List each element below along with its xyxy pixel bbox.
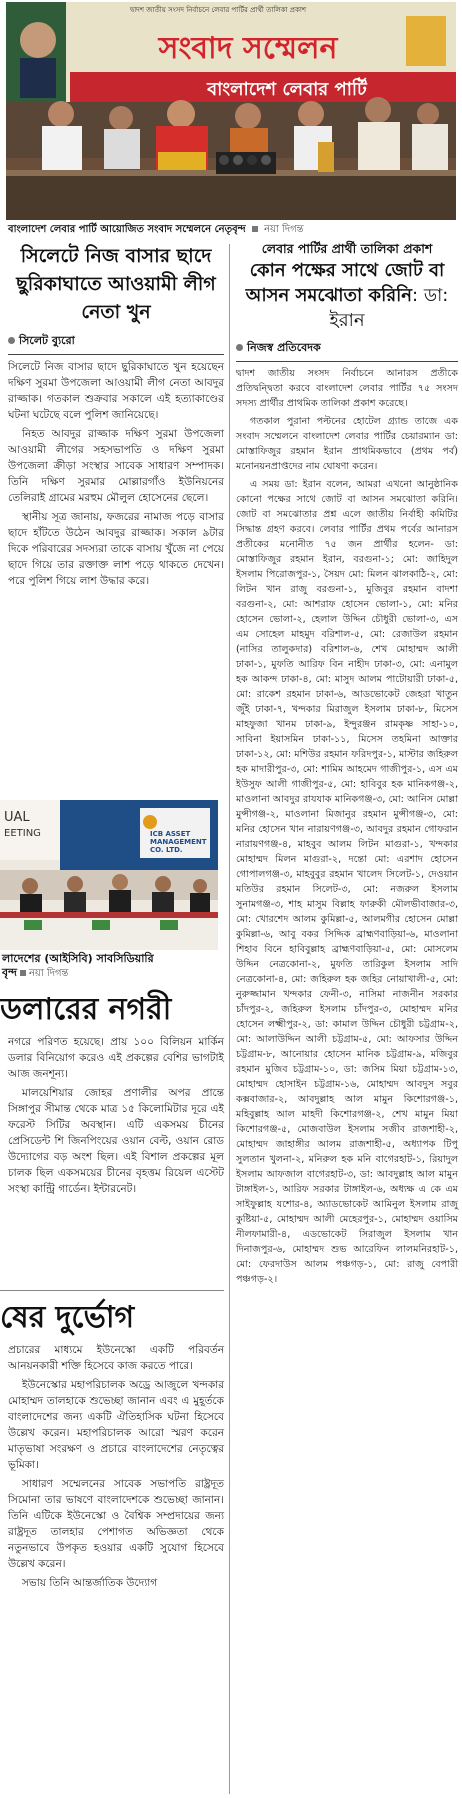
caption-line-2-row (2, 966, 222, 981)
caption-line-2: বৃন্দ (2, 966, 17, 979)
paragraph: মালয়েশিয়ার জোহর প্রণালীর অপর প্রান্তে সিঙ্গাপুর সীমান্ত থেকে মাত্র ১৫ কিলোমিটার দূরে এই ফরেস্ট সিটির অবস্থান। এটি একসময় চীনের প্রেসিডেন্ট শি জিনপিংয়ের ওয়ান বেল্ট, ওয়ান রোড উদ্যোগের বড় অংশ ছিল। এই বিশাল প্রকল্পের মূল চালক ছিল একসময়ের চীনের বৃহত্তম রিয়েল এস্টেট সংস্থা কান্ট্রি গার্ডেন। ইন্টারনেট। (8, 1087, 224, 1195)
article-headline: ষের দুর্ভোগ (0, 1300, 135, 1335)
article-right (236, 240, 458, 1287)
caption-source: নয়া দিগন্ত (264, 224, 304, 235)
byline-divider (8, 354, 224, 355)
top-photo (6, 2, 456, 220)
paragraph: স্থানীয় সূত্র জানায়, ফজরের নামাজ পড়ে বাসার ছাদে হাঁটতে উঠেন আবদুর রাজ্জাক। সকাল ৯টার দিকে পরিবারের সদস্যরা তাকে বাসায় খুঁজে না পেয়ে ছাদে গিয়ে তার রক্তাক্ত লাশ পড়ে থাকতে দেখেন। পরে পুলিশ গিয়ে লাশ উদ্ধার করে। (8, 511, 224, 587)
caption-line-1: লাদেশের (আইসিবি) সাবসিডিয়ারি (2, 952, 154, 965)
paragraph: এ সময় ডা: ইরান বলেন, আমরা এখনো আনুষ্ঠানিক কোনো পক্ষের সাথে জোট বা আসন সমঝোতা করিনি। জোট বা সমঝোতার প্রশ্ন এলে জাতীয় নির্বাহী কমিটির সিদ্ধান্ত গ্রহণ করবে। লেবার পার্টির প্রথম পর্বের আনারস প্রতীকের মনোনীত ৭৫ জন প্রার্থীর হলেন- ডা: মোস্তাফিজুর রহমান ইরান, বরগুনা-১; মো: জাহিদুল ইসলাম পিরোজপুর-১, সৈয়দ মো: মিলন ঝালকাঠি-২, মো: লিটন খান রাজু বরগুনা-১, মুজিবুর রহমান বাদশা বরগুনা-২, মো: আশরাফ হোসেন ভোলা-১, মো: মনির হোসেন ভোলা-২, হেলাল উদ্দিন চৌধুরী ভোলা-৩, এস এম সোহেল মাহমুদ বরিশাল-৫, মো: রেজাউল রহমান (নাসির তালুকদার) বরিশাল-৬, শেখ মোহাম্মদ আলী ঢাকা-১, মুফতি আরিফ বিন নাহীদ ঢাকা-৩, মো: এনামুল হক আকন্দ ঢাকা-৪, মো: মাসুদ আলম পাটোয়ারী ঢাকা-৫, মো: রাকেশ রহমান ঢাকা-৬, আডভোকেট জেহরা খাতুন জুঁই ঢাকা-৭, খন্দকার মিরাজুল ইসলাম ঢাকা-৮, মিসেস মাহফুজা খানম ঢাকা-৯, ইন্দুরঞ্জন রামকৃষ্ণ সাহা-১০, সাবিনা ইয়াসমিন ঢাকা-১১, মিসেস তহমিনা আক্তার ঢাকা-১২, মো: মশিউর রহমান ফরিদপুর-১, মাস্টার জহিরুল হক মাদারীপুর-৩, মো: শামিম আহমেদ গাজীপুর-১, এস এম ইউসুফ আলী গাজীপুর-৫, মো: হাবিবুর হক মানিকগঞ্জ-২, মাওলানা আবদুর রাযযাক মানিকগঞ্জ-৩, মো: আনিস মোল্লা মুন্সীগঞ্জ-২, মাওলানা মিজানুর রহমান মুন্সীগঞ্জ-৩, মো: মনির হোসেন খান নারায়ণগঞ্জ-৩, আবদুর রহমান গোফরান নারায়ণগঞ্জ-৪, মাহবুব আলম লিটন মাগুরা-১, খন্দকার মোহাম্মদ মিলন মাগুরা-২, দন্তো মো: এরশাদ হোসেন গোপালগঞ্জ-৩, মাহবুবুর রহমান খালেদ সিলেট-১, দেওয়ান মতিউর রহমান সিলেট-৩, মো: নজরুল ইসলাম সুনামগঞ্জ-৩, শাহ মাসুম বিল্লাহ ফারুকী মৌলভীবাজার-৩, মো: খোরশেদ আলম কুমিল্লা-৫, আলমগীর হোসেন মোল্লা কুমিল্লা-৬, আবু বকর সিদ্দিক ব্রাহ্মণবাড়িয়া-৬, মাওলানা শিহাব বিনে হাবিবুল্লাহ ব্রাহ্মণবাড়িয়া-৫, মো: মোসলেম উদ্দিন নেত্রকোনা-২, মুফতি তারিকুল ইসলাম সাদি নেত্রকোনা-৪, মো: জহিরুল হক জহির নোয়াখালী-৫, মো: নুরুজ্জামান খন্দকার ফেনী-৩, নাসিমা নাজনীন সরকার চাঁদপুর-২, জহিরুল ইসলাম চাঁদপুর-৩, মোহাম্মদ মনির হোসেন লক্ষ্মীপুর-২, ডা: কামাল উদ্দিন চৌধুরী চট্টগ্রাম-২, মো: আলাউদ্দিন আলী চট্টগ্রাম-৫, মো: আফসার উদ্দিন চট্টগ্রাম-৮, আনোয়ার হোসেন মানিক চট্টগ্রাম-৯, মজিবুর রহমান মুজিব চট্টগ্রাম-১০, ডা: জসিম মিয়া চট্টগ্রাম-১৩, মোহাম্মদ হোসাইন চট্টগ্রাম-১৬, মোহাম্মদ আবদুস সবুর কক্সবাজার-২, আবদুল্লাহ আল মামুন কিশোরগঞ্জ-১, মহিবুল্লাহ আল মাহদী কিশোরগঞ্জ-২, শেখ মামুন মিয়া কিশোরগঞ্জ-৫, মোজবাউল ইসলাম সজীব রাজশাহী-২, মোহাম্মদ জাহাঙ্গীর আলম রাজশাহী-৫, অধ্যাপক টিপু সুলতান খুলনা-২, মনিরুল হক মনি বাগেরহাট-১, রিয়াদুল ইসলাম আফজাল বাগেরহাট-৩, ডা: আবদুল্লাহ আল মামুন টাঙ্গাইল-১, আরিফ সরকার টাঙ্গাইল-৬, অধ্যক্ষ এ কে এম সাইফুল্লাহ যশোর-৪, অ্যাডভোকেট আমিনুল ইসলাম রাজু কুষ্টিয়া-৫, মোহাম্মদ আলী মেহেরপুর-১, মোহাম্মদ ওয়াসিম নীলফামারী-৪, এডভোকেট সিরাজুল ইসলাম খান দিনাজপুর-৬, মোহাম্মদ শুভ আরেফিন লালমনিরহাট-১, মো: ফেরদাউস আলম পঞ্চগড়-১, মো: রাজু বেপারী পঞ্চগড়-২। (236, 479, 458, 1285)
article-dollar (0, 990, 224, 1197)
article-kicker: লেবার পার্টির প্রার্থী তালিকা প্রকাশ (261, 241, 433, 256)
paragraph: ইউনেস্কোর মহাপরিচালক অড্রে আজুলে খন্দকার মোহাম্মদ তালহাকে শুভেচ্ছা জানান এবং এ মুহূর্তকে বাংলাদেশের জন্য একটি ঐতিহাসিক ঘটনা হিসেবে উল্লেখ করেন। মহাপরিচালক আরো স্মরণ করেন মাতৃভাষা সংরক্ষণ ও প্রচারে বাংলাদেশের নেতৃত্বের ভূমিকা। (8, 1379, 224, 1471)
icb-meeting-photo (0, 800, 218, 950)
caption-text: বাংলাদেশ লেবার পার্টি আয়োজিত সংবাদ সম্মেলনে নেতৃবৃন্দ (8, 224, 246, 235)
screen-text-2: EETING (4, 828, 41, 839)
paragraph: সভায় তিনি আন্তর্জাতিক উদ্যোগ (22, 1577, 158, 1589)
article-headline: সিলেটে নিজ বাসার ছাদে ছুরিকাঘাতে আওয়ামী লীগ নেতা খুন (16, 245, 216, 323)
middle-photo-caption (2, 952, 222, 981)
article-byline: নিজস্ব প্রতিবেদক (236, 339, 458, 358)
paragraph: গতকাল পুরানা পল্টনের হোটেল গ্র্যান্ড তাজে এক সংবাদ সম্মেলনে বাংলাদেশ লেবার পার্টির চেয়ারম্যান ডা: মোস্তাফিজুর রহমান ইরান প্রাথমিকভাবে (প্রথম পর্ব) মনোনয়নপ্রাপ্তদের নাম ঘোষণা করেন। (236, 416, 458, 472)
icb-logo-text: ICB ASSET MANAGEMENT CO. LTD. (150, 830, 207, 854)
paragraph: দ্বাদশ জাতীয় সংসদ নির্বাচনে আনারস প্রতীকে প্রতিদ্বন্দ্বিতা করবে বাংলাদেশ লেবার পার্টির ৭৫ সংসদ সদস্য প্রার্থীর প্রাথমিক তালিকা প্রকাশ করেছে। (236, 368, 458, 409)
article-headline (236, 258, 458, 333)
bullet-icon (8, 337, 15, 344)
source-square-icon (252, 226, 258, 232)
article-durbhog (0, 1298, 224, 1591)
banner-top-text: দ্বাদশ জাতীয় সংসদ নির্বাচনে লেবার পার্টির প্রার্থী তালিকা প্রকাশ (129, 6, 307, 14)
article-left (8, 242, 224, 589)
source-square-icon (20, 970, 26, 976)
screen-text-1: UAL (4, 810, 30, 825)
byline-divider (236, 361, 458, 362)
caption-source: নয়া দিগন্ত (28, 968, 69, 979)
middle-photo (0, 800, 218, 950)
section-divider (0, 1290, 224, 1291)
top-photo-caption (8, 223, 458, 237)
paragraph: প্রচারের মাধ্যমে ইউনেস্কো একটি পরিবর্তন আনয়নকারী শক্তি হিসেবে কাজ করতে পারে। (8, 1344, 224, 1372)
article-headline: ডলারের নগরী (0, 992, 172, 1027)
headline-tail: : ডা: ইরান (329, 285, 449, 331)
headline-main: কোন পক্ষের সাথে জোট বা আসন সমঝোতা করিনি (245, 260, 445, 306)
article-byline: সিলেট ব্যুরো (8, 332, 224, 351)
paragraph: নগরে পরিণত হয়েছে। প্রায় ১০০ বিলিয়ন মার্কিন ডলার বিনিয়োগ করেও এই প্রকল্পের বেশির ভাগটাই আজ জনশূন্য। (8, 1036, 224, 1080)
bullet-icon (236, 344, 243, 351)
paragraph: সিলেটে নিজ বাসার ছাদে ছুরিকাঘাতে খুন হয়েছেন দক্ষিণ সুরমা উপজেলা আওয়ামী লীগ নেতা আবদুর রাজ্জাক। গতকাল শুক্রবার সকালে এই হত্যাকাণ্ডের ঘটনা ঘটেছে বলে পুলিশ জানিয়েছে। (8, 361, 224, 421)
banner-title: সংবাদ সম্মেলন (158, 31, 338, 66)
column-divider (229, 244, 230, 1794)
paragraph: সাধারণ সম্মেলনের সাবেক সভাপতি রাষ্ট্রদূত সিমোনা তার ভাষণে বাংলাদেশকে শুভেচ্ছা জানান। তিনি এটিকে ইউনেস্কো ও বৈশ্বিক সম্প্রদায়ের জন্য রাষ্ট্রদূত তালহার পেশাগত অভিজ্ঞতা থেকে নতুনভাবে উপকৃত হওয়ার একটি সুযোগ হিসেবে উল্লেখ করেন। (8, 1478, 224, 1570)
banner-party: বাংলাদেশ লেবার পার্টি (207, 79, 367, 100)
paragraph: নিহত আবদুর রাজ্জাক দক্ষিণ সুরমা উপজেলা আওয়ামী লীগের সহসভাপতি ও দক্ষিণ সুরমা উপজেলা ক্রীড়া সংস্থার সাবেক সাধারণ সম্পাদক। তিনি দক্ষিণ সুরমার মোল্লারগাঁও ইউনিয়নের তেলিরাই গ্রামের মরহুম মৌলুল হোসেনের ছেলে। (8, 428, 224, 504)
